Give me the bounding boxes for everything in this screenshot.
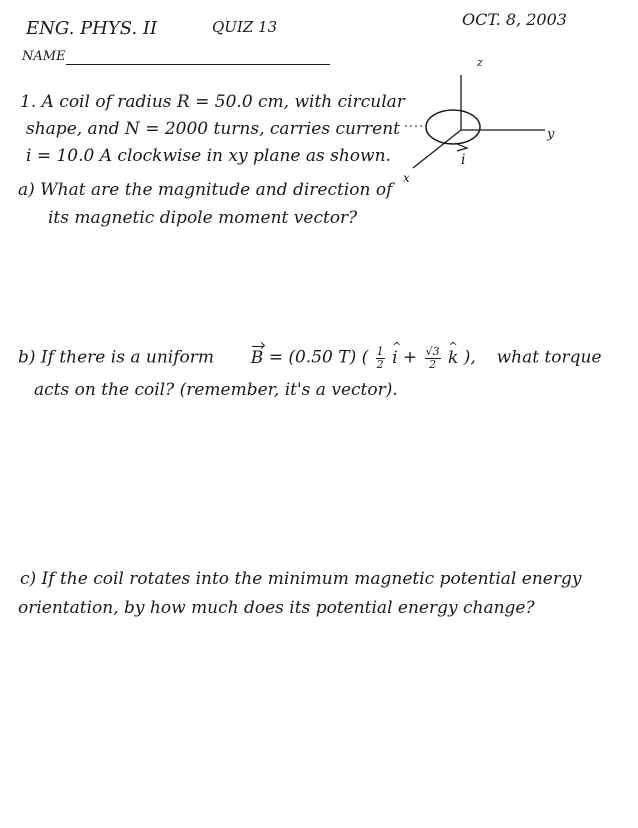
problem-line-3: i = 10.0 A clockwise in xy plane as shown.: [26, 146, 391, 166]
name-line[interactable]: [66, 64, 330, 65]
part-a-line-1: a) What are the magnitude and direction of: [18, 180, 393, 200]
y-label: y: [547, 127, 555, 142]
quiz-date: OCT. 8, 2003: [462, 10, 567, 29]
b-field-equation-open: = (0.50 T) (: [268, 347, 369, 368]
part-c-line-1: c) If the coil rotates into the minimum magnetic potential energy: [20, 569, 582, 589]
course-title: ENG. PHYS. II: [26, 18, 158, 39]
plus-sign: +: [402, 347, 418, 368]
x-axis: [413, 130, 461, 168]
quiz-number: QUIZ 13: [212, 18, 278, 36]
part-b-question: what torque: [496, 347, 602, 368]
current-arrow-icon: [457, 144, 467, 151]
fraction-root3-half: $\frac{√3}{2}$: [425, 345, 440, 371]
part-a-line-2: its magnetic dipole moment vector?: [48, 208, 358, 228]
k-hat: ^ k: [448, 350, 458, 367]
coordinate-diagram: [395, 50, 595, 200]
b-field-equation-close: ),: [463, 347, 476, 368]
part-b-intro: b) If there is a uniform: [18, 347, 214, 368]
part-b-line-1: [18, 346, 602, 370]
z-label: z: [477, 56, 483, 69]
part-b-line-2: acts on the coil? (remember, it's a vector).: [34, 380, 398, 400]
coil-loop: [426, 110, 480, 144]
part-c-line-2: orientation, by how much does its potential energy change?: [18, 598, 535, 618]
x-label: x: [403, 171, 410, 185]
problem-line-2: shape, and N = 2000 turns, carries current: [26, 119, 401, 139]
b-field-symbol: B: [250, 347, 264, 368]
fraction-one-half: $\frac{1}{2}$: [376, 345, 384, 371]
problem-line-1: 1. A coil of radius R = 50.0 cm, with circular: [20, 92, 405, 112]
i-hat: ^ i: [392, 350, 397, 367]
name-label: NAME: [22, 49, 66, 64]
current-label: i: [461, 152, 466, 168]
